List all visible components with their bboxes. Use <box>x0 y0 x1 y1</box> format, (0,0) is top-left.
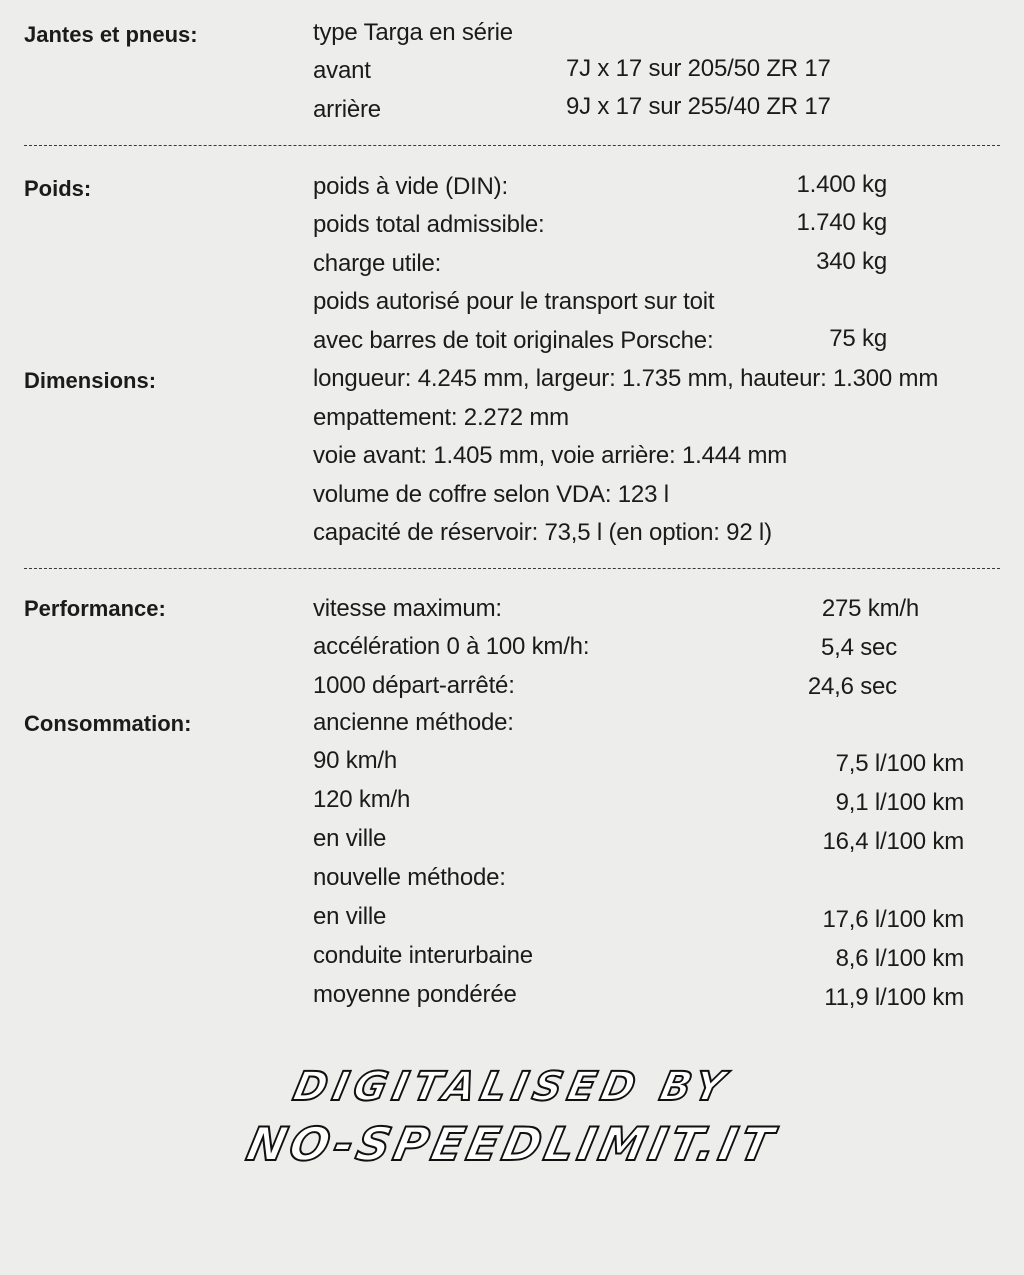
watermark-line-2: NO-SPEEDLIMIT.IT <box>242 1117 782 1171</box>
watermark-line-1: DIGITALISED BY <box>289 1064 735 1110</box>
consommation-row-label: 120 km/h <box>313 786 411 813</box>
section-divider <box>24 145 1000 146</box>
consommation-row-label: en ville <box>313 825 387 852</box>
jantes-rear-value: 9J x 17 sur 255/40 ZR 17 <box>566 93 831 120</box>
poids-row-label: poids total admissible: <box>313 211 545 238</box>
performance-row-label: accélération 0 à 100 km/h: <box>313 633 590 660</box>
jantes-front-value: 7J x 17 sur 205/50 ZR 17 <box>566 55 831 82</box>
section-label-jantes: Jantes et pneus: <box>24 22 198 47</box>
section-label-poids: Poids: <box>24 176 92 201</box>
jantes-front-label: avant <box>313 57 371 84</box>
section-divider <box>24 568 1000 569</box>
dimensions-line: capacité de réservoir: 73,5 l (en option: 92 l) <box>313 519 772 546</box>
section-label-performance: Performance: <box>24 596 166 621</box>
performance-row-label: vitesse maximum: <box>313 595 502 622</box>
section-label-consommation: Consommation: <box>24 711 192 736</box>
consommation-row-value: 11,9 l/100 km <box>824 984 964 1011</box>
section-label-dimensions: Dimensions: <box>24 368 157 393</box>
performance-row-label: 1000 départ-arrêté: <box>313 672 515 699</box>
consommation-row-value: 9,1 l/100 km <box>835 789 964 816</box>
poids-row-label: poids à vide (DIN): <box>313 173 508 200</box>
performance-row-value: 275 km/h <box>821 595 919 622</box>
poids-row-value: 1.400 kg <box>796 171 887 198</box>
consommation-row-label: en ville <box>313 903 387 930</box>
consommation-row-label: 90 km/h <box>313 747 397 774</box>
poids-row-value: 1.740 kg <box>796 209 887 236</box>
consommation-old-header: ancienne méthode: <box>313 709 514 736</box>
consommation-row-label: conduite interurbaine <box>313 942 533 969</box>
jantes-type-line: type Targa en série <box>313 19 513 46</box>
consommation-row-value: 17,6 l/100 km <box>822 906 964 933</box>
dimensions-line: volume de coffre selon VDA: 123 l <box>313 481 669 508</box>
consommation-row-label: moyenne pondérée <box>313 981 517 1008</box>
poids-row-value: 340 kg <box>816 248 887 275</box>
poids-row-label: charge utile: <box>313 250 442 277</box>
performance-row-value: 5,4 sec <box>821 634 897 661</box>
poids-roof-line2: avec barres de toit originales Porsche: <box>313 327 714 354</box>
jantes-rear-label: arrière <box>313 96 381 123</box>
consommation-row-value: 7,5 l/100 km <box>835 750 964 777</box>
performance-row-value: 24,6 sec <box>807 673 897 700</box>
consommation-row-value: 8,6 l/100 km <box>835 945 964 972</box>
dimensions-line: empattement: 2.272 mm <box>313 404 569 431</box>
consommation-row-value: 16,4 l/100 km <box>822 828 964 855</box>
dimensions-line: longueur: 4.245 mm, largeur: 1.735 mm, hauteur: 1.300 mm <box>313 365 939 392</box>
poids-roof-value: 75 kg <box>829 325 887 352</box>
consommation-new-header: nouvelle méthode: <box>313 864 506 891</box>
dimensions-line: voie avant: 1.405 mm, voie arrière: 1.444 mm <box>313 442 788 469</box>
poids-roof-line1: poids autorisé pour le transport sur toit <box>313 288 715 315</box>
